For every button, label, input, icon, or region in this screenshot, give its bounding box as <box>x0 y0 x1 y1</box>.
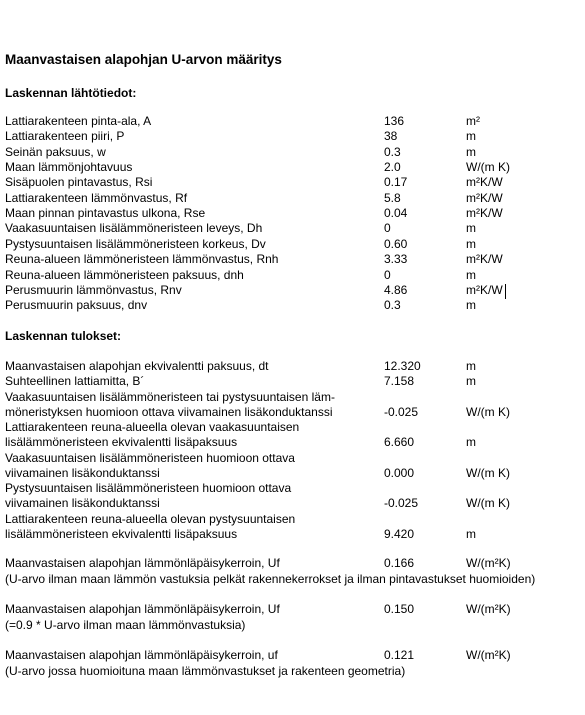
result-row <box>0 527 585 542</box>
input-unit: W/(m K) <box>466 160 510 175</box>
input-label: Reuna-alueen lämmöneristeen lämmönvastus, Rnh <box>5 252 279 267</box>
input-value[interactable]: 4.86 <box>384 282 408 297</box>
input-row <box>0 191 585 206</box>
u-value-note: (U-arvo jossa huomioituna maan lämmönvastukset ja rakenteen geometria) <box>5 663 406 678</box>
u-value-unit: W/(m²K) <box>466 556 511 570</box>
input-label: Vaakasuuntaisen lisälämmöneristeen leveys, Dh <box>5 221 263 236</box>
input-unit: m² <box>466 114 480 128</box>
input-value[interactable]: 3.33 <box>384 252 408 267</box>
result-row <box>0 435 585 450</box>
result-unit: W/(m K) <box>466 496 510 511</box>
u-value-label: Maanvastaisen alapohjan lämmönläpäisykerroin, Uf <box>5 556 280 570</box>
input-unit: m²K/W <box>466 190 503 205</box>
input-value[interactable]: 0.3 <box>384 298 401 313</box>
results-heading: Laskennan tulokset: <box>5 329 122 343</box>
input-unit: m <box>466 298 476 313</box>
input-row <box>0 221 585 236</box>
input-value[interactable]: 0 <box>384 221 391 236</box>
text-cursor <box>505 284 506 299</box>
result-unit: W/(m K) <box>466 405 510 420</box>
input-row <box>0 206 585 221</box>
result-label-line: Lattiarakenteen reuna-alueella olevan vaakasuuntaisen <box>5 420 300 434</box>
input-label: Pystysuuntaisen lisälämmöneristeen korkeus, Dv <box>5 236 266 251</box>
result-row <box>0 466 585 481</box>
result-row <box>0 359 585 374</box>
result-label-line: möneristyksen huomioon ottava viivamainen lisäkonduktanssi <box>5 405 333 420</box>
input-row <box>0 129 585 144</box>
input-unit: m²K/W <box>466 252 503 267</box>
u-value-note: (=0.9 * U-arvo ilman maan lämmönvastuksia) <box>5 617 246 632</box>
result-value: -0.025 <box>384 405 419 420</box>
u-value-row <box>0 602 585 617</box>
input-unit: m <box>466 129 476 144</box>
result-row <box>0 496 585 511</box>
input-unit: m²K/W <box>466 175 503 190</box>
input-unit: m²K/W <box>466 206 503 221</box>
result-value: 6.660 <box>384 435 415 450</box>
result-unit: m <box>466 374 476 388</box>
result-label-line: lisälämmöneristeen ekvivalentti lisäpaksuus <box>5 435 238 450</box>
input-row <box>0 175 585 190</box>
input-label: Perusmuurin lämmönvastus, Rnv <box>5 282 182 297</box>
result-label-line: Pystysuuntaisen lisälämmöneristeen huomioon ottava <box>5 481 292 495</box>
result-value: 7.158 <box>384 374 415 388</box>
input-unit: m <box>466 221 476 236</box>
result-label-line: Suhteellinen lattiamitta, B´ <box>5 374 145 388</box>
result-value: 0.000 <box>384 466 415 481</box>
input-value[interactable]: 0 <box>384 267 391 282</box>
u-value: 0.150 <box>384 602 415 616</box>
input-label: Perusmuurin paksuus, dnv <box>5 298 148 313</box>
u-value: 0.121 <box>384 648 415 662</box>
u-value-row <box>0 556 585 571</box>
input-label: Sisäpuolen pintavastus, Rsi <box>5 175 153 190</box>
u-value-row <box>0 648 585 663</box>
input-row <box>0 268 585 283</box>
input-unit: m <box>466 236 476 251</box>
result-label-line: Maanvastaisen alapohjan ekvivalentti paksuus, dt <box>5 359 269 373</box>
input-row <box>0 114 585 129</box>
input-unit: m <box>466 267 476 282</box>
input-value[interactable]: 38 <box>384 129 398 144</box>
input-unit: m²K/W <box>466 282 503 297</box>
u-value: 0.166 <box>384 556 415 570</box>
input-row <box>0 237 585 252</box>
input-value[interactable]: 0.60 <box>384 236 408 251</box>
input-label: Lattiarakenteen pinta-ala, A <box>5 114 152 128</box>
input-value[interactable]: 0.04 <box>384 206 408 221</box>
result-label-line: viivamainen lisäkonduktanssi <box>5 466 160 481</box>
input-row <box>0 283 585 298</box>
result-unit: m <box>466 359 476 373</box>
input-row <box>0 160 585 175</box>
u-value-label: Maanvastaisen alapohjan lämmönläpäisykerroin, uf <box>5 648 278 662</box>
result-value: -0.025 <box>384 496 419 511</box>
input-label: Lattiarakenteen piiri, P <box>5 129 125 144</box>
input-value[interactable]: 5.8 <box>384 190 401 205</box>
input-label: Maan pinnan pintavastus ulkona, Rse <box>5 206 206 221</box>
result-row <box>0 405 585 420</box>
u-value-unit: W/(m²K) <box>466 602 511 616</box>
result-label-line: Lattiarakenteen reuna-alueella olevan pystysuuntaisen <box>5 512 296 526</box>
inputs-heading: Laskennan lähtötiedot: <box>5 86 137 100</box>
result-label-line: lisälämmöneristeen ekvivalentti lisäpaksuus <box>5 527 238 542</box>
u-value-label: Maanvastaisen alapohjan lämmönläpäisykerroin, Uf <box>5 602 280 616</box>
input-label: Reuna-alueen lämmöneristeen paksuus, dnh <box>5 267 244 282</box>
page-title: Maanvastaisen alapohjan U-arvon määritys <box>5 52 282 67</box>
result-label-line: viivamainen lisäkonduktanssi <box>5 496 160 511</box>
input-value[interactable]: 0.17 <box>384 175 408 190</box>
input-value[interactable]: 2.0 <box>384 160 401 175</box>
input-value[interactable]: 136 <box>384 114 405 128</box>
input-label: Lattiarakenteen lämmönvastus, Rf <box>5 190 188 205</box>
result-unit: m <box>466 435 476 450</box>
result-unit: m <box>466 527 476 542</box>
u-value-note: (U-arvo ilman maan lämmön vastuksia pelkät rakennekerrokset ja ilman pintavastukset huomioiden) <box>5 571 536 586</box>
input-label: Seinän paksuus, w <box>5 144 106 159</box>
input-unit: m <box>466 144 476 159</box>
result-label-line: Vaakasuuntaisen lisälämmöneristeen huomioon ottava <box>5 451 295 465</box>
result-value: 12.320 <box>384 359 421 373</box>
input-row <box>0 298 585 313</box>
input-label: Maan lämmönjohtavuus <box>5 160 133 175</box>
input-row <box>0 252 585 267</box>
input-value[interactable]: 0.3 <box>384 144 401 159</box>
result-value: 9.420 <box>384 527 415 542</box>
result-label-line: Vaakasuuntaisen lisälämmöneristeen tai pystysuuntaisen läm- <box>5 390 335 404</box>
input-row <box>0 145 585 160</box>
result-row <box>0 374 585 389</box>
u-value-unit: W/(m²K) <box>466 648 511 662</box>
result-unit: W/(m K) <box>466 466 510 481</box>
